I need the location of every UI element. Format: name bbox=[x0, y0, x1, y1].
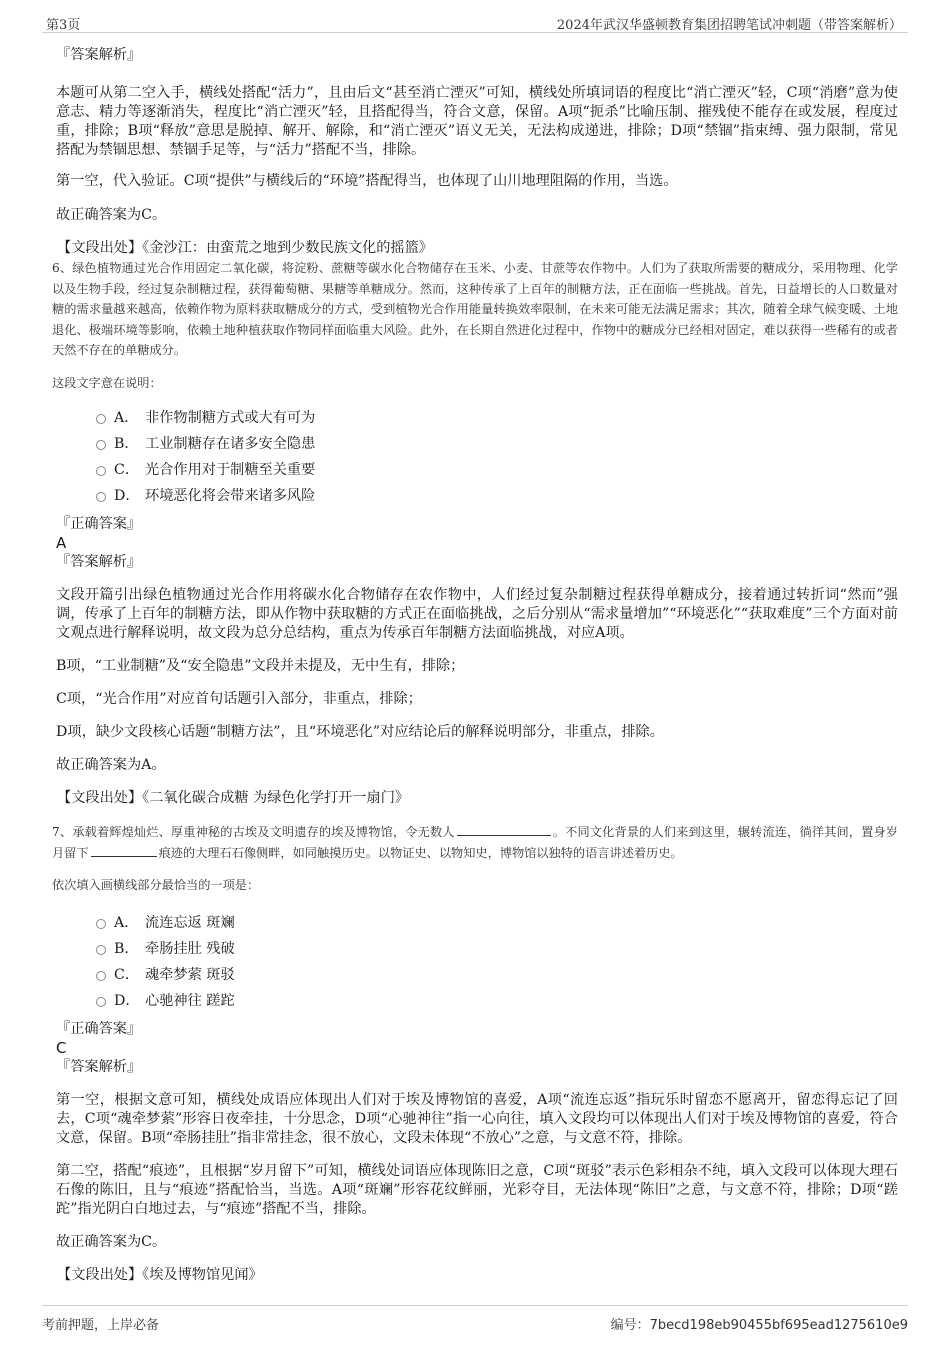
q5-analysis-paragraph: 本题可从第二空入手，横线处搭配“活力”，且由后文“甚至消亡湮灭”可知，横线处所填词语的程度比“消亡湮灭”轻，C项“消磨”意为使意志、精力等逐渐消失，程度比“消亡湮灭”轻，且搭配得当，符合文意，保留。A项“扼杀”比喻压制、摧残使不能存在或发展，程度过重，排除；B项“释放”意思是脱掉、解开、解除，和“消亡湮灭”语义无关，无法构成递进，排除；D项“禁锢”指束缚、强力限制，常见搭配为禁锢思想、禁锢手足等，与“活力”搭配不当，排除。 bbox=[56, 85, 898, 158]
q7-source: 【文段出处】《埃及博物馆见闻》 bbox=[57, 1266, 263, 1283]
q7-option-d[interactable]: D． 心驰神往 蹉跎 bbox=[56, 988, 898, 1014]
page-content bbox=[52, 44, 898, 1285]
q6-answer: A bbox=[56, 534, 67, 552]
q6-source: 【文段出处】《二氧化碳合成糖 为绿色化学打开一扇门》 bbox=[57, 790, 410, 806]
document-code: 编号：7becd198eb90455bf695ead1275610e9 bbox=[610, 1318, 908, 1333]
radio-icon[interactable] bbox=[96, 440, 106, 450]
q7-option-c[interactable]: C． 魂牵梦萦 斑驳 bbox=[56, 962, 898, 988]
q6-analysis-title: 『答案解析』 bbox=[56, 554, 142, 570]
q7-option-a[interactable]: A． 流连忘返 斑斓 bbox=[56, 910, 898, 936]
page-footer bbox=[42, 1305, 908, 1334]
radio-icon[interactable] bbox=[96, 997, 106, 1007]
document-title: 2024年武汉华盛顿教育集团招聘笔试冲刺题（带答案解析） bbox=[556, 18, 902, 33]
q6-analysis-paragraph: B项，“工业制糖”及“安全隐患”文段并未提及，无中生有，排除； bbox=[56, 658, 465, 674]
page-number: 第3页 bbox=[46, 18, 81, 33]
q7-option-b[interactable]: B． 牵肠挂肚 残破 bbox=[56, 936, 898, 962]
radio-icon[interactable] bbox=[96, 919, 106, 929]
q6-stem: 6、绿色植物通过光合作用固定二氧化碳，将淀粉、蔗糖等碳水化合物储存在玉米、小麦、甘蔗等农作物中。人们为了获取所需要的糖成分，采用物理、化学以及生物手段，经过复杂制糖过程，获得葡萄糖、果糖等单糖成分。然而，这种传承了上百年的制糖方法，正在面临一些挑战。首先，日益增长的人口数量对糖的需求量越来越高，依赖作物为原料获取糖成分的方式，受到植物光合作用能量转换效率限制，在未来可能无法满足需求；其次，随着全球气候变暖、土地退化、极端环境等影响，依赖土地种植获取作物同样面临重大风险。此外，在长期自然进化过程中，作物中的糖成分已经相对固定，难以获得一些稀有的或者天然不存在的单糖成分。 bbox=[52, 261, 898, 357]
q6-analysis-paragraph: 文段开篇引出绿色植物通过光合作用将碳水化合物储存在农作物中，人们经过复杂制糖过程获得单糖成分，接着通过转折词“然而”强调，传承了上百年的制糖方法，即从作物中获取糖的方式正在面临挑战，之后分别从“需求量增加”“环境恶化”“获取难度”三个方面对前文观点进行解释说明，故文段为总分总结构，重点为传承百年制糖方法面临挑战，对应A项。 bbox=[56, 587, 898, 641]
q7-prompt: 依次填入画横线部分最恰当的一项是： bbox=[52, 878, 260, 892]
q6-analysis-paragraph: D项，缺少文段核心话题“制糖方法”，且“环境恶化”对应结论后的解释说明部分，非重点，排除。 bbox=[56, 724, 664, 740]
q7-answer: C bbox=[56, 1038, 67, 1057]
q6-analysis-conclusion: 故正确答案为A。 bbox=[56, 757, 166, 773]
page-header bbox=[42, 12, 908, 33]
q7-answer-title: 『正确答案』 bbox=[56, 1020, 142, 1037]
radio-icon[interactable] bbox=[96, 945, 106, 955]
q5-analysis-title: 『答案解析』 bbox=[56, 47, 142, 63]
q5-source: 【文段出处】《金沙江：由蛮荒之地到少数民族文化的摇篮》 bbox=[57, 240, 433, 256]
q5-analysis-conclusion: 故正确答案为C。 bbox=[56, 207, 167, 223]
q6-prompt: 这段文字意在说明： bbox=[52, 375, 162, 390]
radio-icon[interactable] bbox=[96, 492, 106, 502]
radio-icon[interactable] bbox=[96, 414, 106, 424]
q7-analysis-title: 『答案解析』 bbox=[56, 1058, 142, 1075]
q6-option-d[interactable]: D． 环境恶化将会带来诸多风险 bbox=[56, 483, 898, 509]
q7-analysis-paragraph: 第二空，搭配“痕迹”，且根据“岁月留下”可知，横线处词语应体现陈旧之意，C项“斑驳”表示色彩相杂不纯，填入文段可以体现大理石石像的陈旧，且与“痕迹”搭配恰当，当选。A项“斑斓”形容花纹鲜丽，光彩夺目，无法体现“陈旧”之意，与文意不符，排除；D项“蹉跎”指光阴白白地过去，与“痕迹”搭配不当，排除。 bbox=[56, 1162, 898, 1217]
q6-analysis-paragraph: C项，“光合作用”对应首句话题引入部分，非重点，排除； bbox=[56, 691, 422, 707]
q7-blank-1 bbox=[457, 822, 551, 836]
q6-option-a[interactable]: A． 非作物制糖方式或大有可为 bbox=[56, 405, 898, 431]
q7-blank-2 bbox=[91, 843, 157, 857]
q6-options bbox=[56, 405, 898, 509]
q6-answer-title: 『正确答案』 bbox=[56, 516, 142, 532]
radio-icon[interactable] bbox=[96, 971, 106, 981]
q7-options bbox=[56, 910, 898, 1014]
q6-option-c[interactable]: C． 光合作用对于制糖至关重要 bbox=[56, 457, 898, 483]
radio-icon[interactable] bbox=[96, 466, 106, 476]
q5-analysis-paragraph: 第一空，代入验证。C项“提供”与横线后的“环境”搭配得当，也体现了山川地理阻隔的作用，当选。 bbox=[56, 173, 678, 189]
q6-option-b[interactable]: B． 工业制糖存在诸多安全隐患 bbox=[56, 431, 898, 457]
q7-stem: 7、承载着辉煌灿烂、厚重神秘的古埃及文明遗存的埃及博物馆，令无数人 。不同文化背景的人们来到这里，辗转流连，徜徉其间，置身岁月留下 痕迹的大理石石像侧畔，如同触摸历史。以物证史、以物知史，博物馆以独特的语言讲述着历史。 bbox=[52, 822, 898, 863]
footer-slogan: 考前押题，上岸必备 bbox=[42, 1318, 160, 1333]
q7-analysis-conclusion: 故正确答案为C。 bbox=[56, 1233, 167, 1250]
q7-analysis-paragraph: 第一空，根据文意可知，横线处成语应体现出人们对于埃及博物馆的喜爱，A项“流连忘返”指玩乐时留恋不愿离开，留恋得忘记了回去，C项“魂牵梦萦”形容日夜牵挂，十分思念，D项“心驰神往”指一心向往，填入文段均可以体现出人们对于埃及博物馆的喜爱，符合文意，保留。B项“牵肠挂肚”指非常挂念，很不放心，文段未体现“不放心”之意，与文意不符，排除。 bbox=[56, 1091, 898, 1146]
